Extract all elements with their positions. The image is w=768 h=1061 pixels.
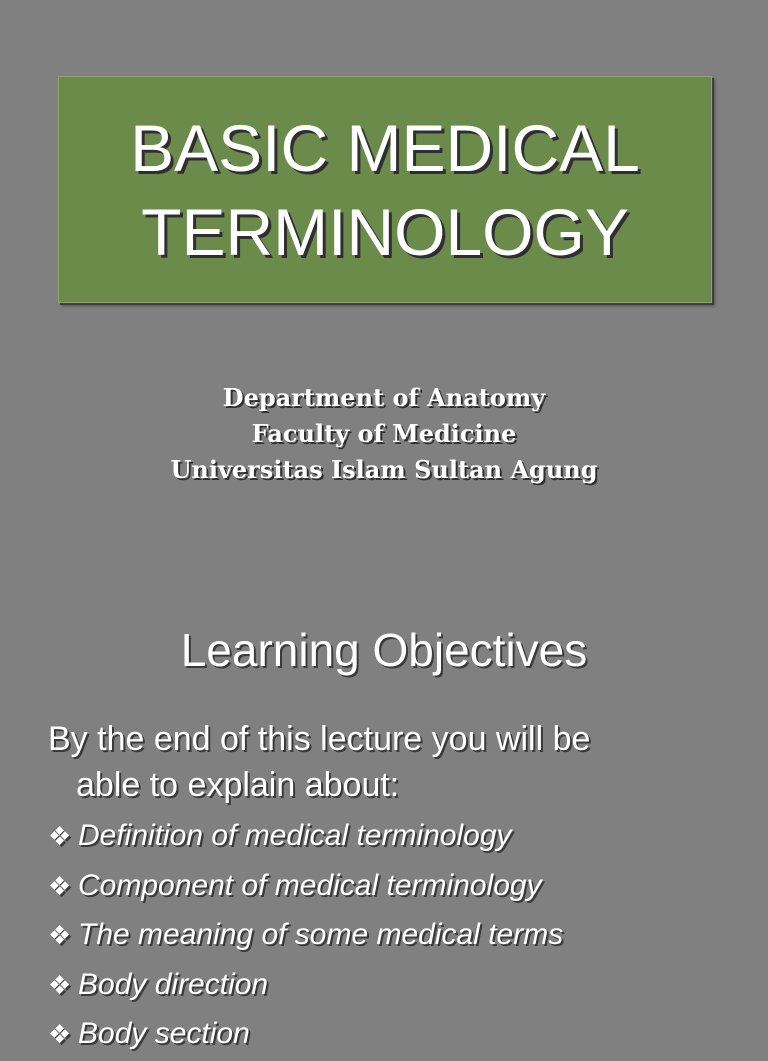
list-item: [48, 1011, 748, 1061]
faculty-name: Faculty of Medicine: [251, 419, 517, 448]
diamond-bullet-icon: ❖: [48, 871, 72, 902]
diamond-bullet-icon: ❖: [48, 822, 72, 852]
intro-line-2: able to explain about:: [76, 766, 400, 804]
diamond-bullet-icon: ❖: [48, 921, 72, 951]
list-item: [48, 912, 748, 962]
department-block: [0, 380, 768, 488]
list-item-text: Body direction: [78, 967, 269, 1001]
diamond-bullet-icon: ❖: [48, 1020, 72, 1050]
list-item-text: Definition of medical terminology: [78, 819, 512, 852]
list-item: [48, 863, 748, 913]
objectives-list: [48, 813, 748, 1061]
department-name: Department of Anatomy: [222, 383, 546, 412]
objectives-heading: Learning Objectives: [180, 624, 588, 676]
intro-line-1: By the end of this lecture you will be: [48, 720, 591, 758]
list-item-text: Component of medical terminology: [78, 868, 542, 902]
list-item: [48, 813, 748, 863]
title-line-1: BASIC MEDICAL: [130, 110, 640, 185]
title-line-2: TERMINOLOGY: [141, 194, 629, 269]
list-item-text: Body section: [78, 1017, 250, 1050]
list-item-text: The meaning of some medical terms: [78, 918, 564, 951]
list-item: [48, 962, 748, 1012]
objectives-intro: [48, 716, 748, 808]
diamond-bullet-icon: ❖: [48, 970, 72, 1001]
title-box: [58, 76, 712, 303]
university-name: Universitas Islam Sultan Agung: [170, 455, 598, 484]
